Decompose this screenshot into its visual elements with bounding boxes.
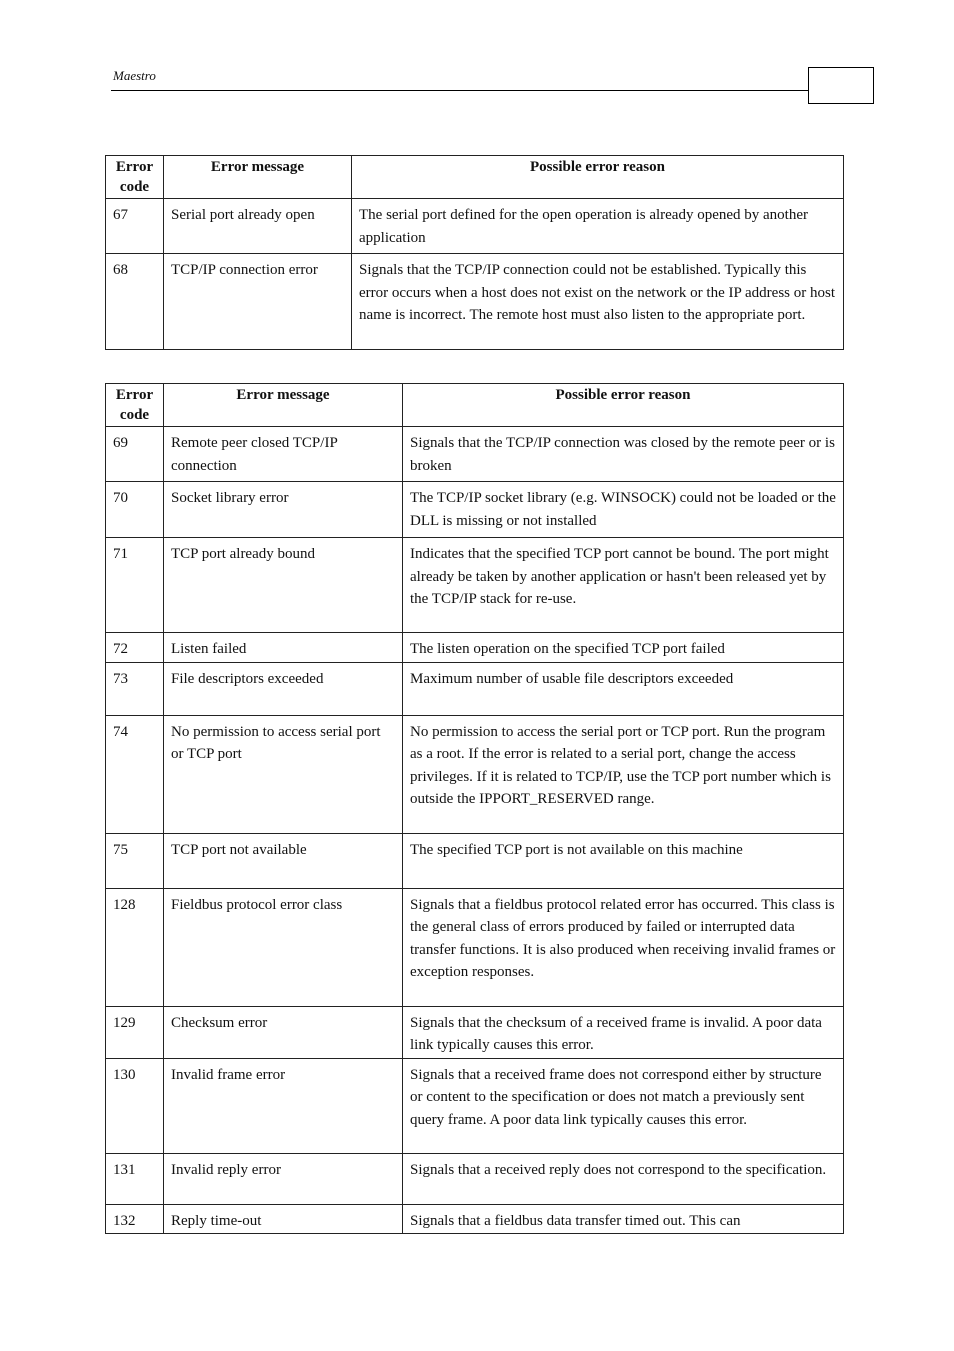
error-reason-cell: Signals that the checksum of a received frame is invalid. A poor data link typically causes this error. [403,1006,844,1058]
column-header-message: Error message [164,384,403,427]
error-code-cell: 69 [106,427,164,482]
error-code-cell: 67 [106,199,164,254]
error-message-cell: TCP/IP connection error [164,254,352,350]
column-header-message: Error message [164,156,352,199]
error-reason-cell: Signals that a received frame does not correspond either by structure or content to the specification or does not match a previously sent query frame. A poor data link typically causes this error. [403,1058,844,1153]
table-row [106,254,844,350]
table-row [106,1153,844,1204]
error-code-cell: 71 [106,538,164,633]
error-message-cell: Invalid frame error [164,1058,403,1153]
table-header-row [106,384,844,427]
error-message-cell: File descriptors exceeded [164,662,403,715]
error-code-cell: 68 [106,254,164,350]
error-reason-cell: Signals that a fieldbus data transfer timed out. This can [403,1204,844,1234]
table-row [106,1006,844,1058]
column-header-code: Error code [106,384,164,427]
table-row [106,482,844,538]
table-header-row [106,156,844,199]
table-row [106,199,844,254]
error-reason-cell: Signals that the TCP/IP connection was closed by the remote peer or is broken [403,427,844,482]
error-message-cell: Checksum error [164,1006,403,1058]
table-row [106,662,844,715]
error-code-cell: 70 [106,482,164,538]
error-message-cell: Fieldbus protocol error class [164,888,403,1006]
error-code-cell: 75 [106,833,164,888]
column-header-reason: Possible error reason [352,156,844,199]
error-code-cell: 74 [106,715,164,833]
header-rule [111,90,809,91]
column-header-code: Error code [106,156,164,199]
page-number-box [808,67,874,104]
table-row [106,715,844,833]
table-row [106,1204,844,1234]
error-reason-cell: Maximum number of usable file descriptors exceeded [403,662,844,715]
error-reason-cell: Indicates that the specified TCP port cannot be bound. The port might already be taken by another application or hasn't been released yet by the TCP/IP stack for re-use. [403,538,844,633]
error-reason-cell: Signals that the TCP/IP connection could not be established. Typically this error occurs when a host does not exist on the network or the IP address or host name is incorrect. The remote host must also listen to the appropriate port. [352,254,844,350]
table-row [106,888,844,1006]
error-message-cell: Invalid reply error [164,1153,403,1204]
table-row [106,1058,844,1153]
error-table-2 [105,383,844,1234]
error-code-cell: 73 [106,662,164,715]
error-code-cell: 132 [106,1204,164,1234]
error-code-cell: 128 [106,888,164,1006]
error-code-cell: 131 [106,1153,164,1204]
table-row [106,538,844,633]
error-reason-cell: No permission to access the serial port or TCP port. Run the program as a root. If the error is related to a serial port, change the access privileges. If it is related to TCP/IP, use the TCP port number which is outside the IPPORT_RESERVED range. [403,715,844,833]
table-row [106,833,844,888]
error-message-cell: Reply time-out [164,1204,403,1234]
error-reason-cell: The TCP/IP socket library (e.g. WINSOCK) could not be loaded or the DLL is missing or not installed [403,482,844,538]
table-row [106,427,844,482]
error-code-cell: 72 [106,633,164,663]
error-reason-cell: Signals that a fieldbus protocol related error has occurred. This class is the general class of errors produced by failed or interrupted data transfer functions. It is also produced when receiving invalid frames or exception responses. [403,888,844,1006]
column-header-reason: Possible error reason [403,384,844,427]
error-reason-cell: The serial port defined for the open operation is already opened by another application [352,199,844,254]
error-message-cell: TCP port already bound [164,538,403,633]
table-row [106,633,844,663]
error-message-cell: Socket library error [164,482,403,538]
error-reason-cell: The specified TCP port is not available on this machine [403,833,844,888]
error-message-cell: No permission to access serial port or TCP port [164,715,403,833]
error-reason-cell: Signals that a received reply does not correspond to the specification. [403,1153,844,1204]
error-reason-cell: The listen operation on the specified TCP port failed [403,633,844,663]
error-message-cell: Remote peer closed TCP/IP connection [164,427,403,482]
running-header-title: Maestro [113,68,156,83]
error-code-cell: 130 [106,1058,164,1153]
error-message-cell: TCP port not available [164,833,403,888]
error-table-1 [105,155,844,350]
error-message-cell: Listen failed [164,633,403,663]
error-code-cell: 129 [106,1006,164,1058]
error-message-cell: Serial port already open [164,199,352,254]
